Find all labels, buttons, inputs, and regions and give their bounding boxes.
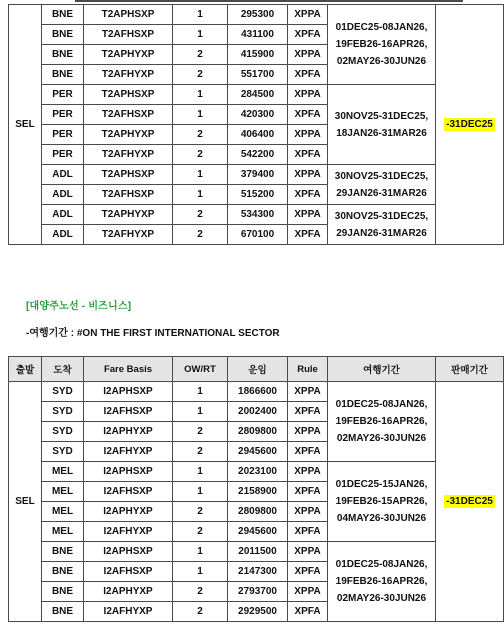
fare-amount-cell: 2023100 bbox=[228, 462, 288, 482]
rule-cell: XPFA bbox=[288, 602, 328, 622]
fare-table-economy bbox=[8, 4, 504, 245]
destination-cell: SYD bbox=[42, 442, 84, 462]
travel-period-line: 01DEC25-08JAN26, bbox=[335, 559, 428, 570]
trip-type-cell: 1 bbox=[173, 462, 228, 482]
table-top-border bbox=[75, 0, 463, 2]
travel-period-cell bbox=[328, 5, 436, 85]
rule-cell: XPFA bbox=[288, 105, 328, 125]
rule-cell: XPPA bbox=[288, 382, 328, 402]
rule-cell: XPFA bbox=[288, 562, 328, 582]
fare-amount-cell: 515200 bbox=[228, 185, 288, 205]
fare-basis-cell: I2APHYXP bbox=[84, 502, 173, 522]
fare-basis-cell: T2AFHSXP bbox=[84, 185, 173, 205]
fare-basis-cell: I2APHSXP bbox=[84, 462, 173, 482]
table-row bbox=[9, 382, 504, 402]
destination-cell: MEL bbox=[42, 462, 84, 482]
destination-cell: BNE bbox=[42, 562, 84, 582]
fare-table-business bbox=[8, 356, 504, 622]
fare-amount-cell: 2002400 bbox=[228, 402, 288, 422]
destination-cell: PER bbox=[42, 105, 84, 125]
header-fare: 운임 bbox=[228, 357, 288, 382]
trip-type-cell: 2 bbox=[173, 205, 228, 225]
fare-basis-cell: T2AFHYXP bbox=[84, 145, 173, 165]
trip-type-cell: 1 bbox=[173, 562, 228, 582]
travel-period-line: 30NOV25-31DEC25, bbox=[334, 110, 429, 122]
trip-type-cell: 2 bbox=[173, 522, 228, 542]
travel-period-line: 01DEC25-15JAN26, bbox=[335, 479, 428, 490]
fare-basis-cell: T2APHSXP bbox=[84, 5, 173, 25]
destination-cell: BNE bbox=[42, 542, 84, 562]
destination-cell: PER bbox=[42, 85, 84, 105]
rule-cell: XPFA bbox=[288, 25, 328, 45]
rule-cell: XPPA bbox=[288, 502, 328, 522]
travel-period-line: 18JAN26-31MAR26 bbox=[336, 127, 427, 139]
rule-cell: XPFA bbox=[288, 145, 328, 165]
destination-cell: BNE bbox=[42, 45, 84, 65]
travel-period-line: 19FEB26-16APR26, bbox=[335, 416, 428, 427]
destination-cell: BNE bbox=[42, 25, 84, 45]
fare-amount-cell: 406400 bbox=[228, 125, 288, 145]
table-row bbox=[9, 462, 504, 482]
travel-period-note: -여행기간 : #ON THE FIRST INTERNATIONAL SECTOR bbox=[26, 328, 280, 339]
destination-cell: ADL bbox=[42, 225, 84, 245]
travel-period-cell bbox=[328, 542, 436, 622]
destination-cell: BNE bbox=[42, 65, 84, 85]
fare-basis-cell: T2AFHSXP bbox=[84, 25, 173, 45]
travel-period-cell bbox=[328, 462, 436, 542]
fare-basis-cell: T2APHSXP bbox=[84, 165, 173, 185]
trip-type-cell: 1 bbox=[173, 542, 228, 562]
fare-amount-cell: 295300 bbox=[228, 5, 288, 25]
fare-amount-cell: 670100 bbox=[228, 225, 288, 245]
rule-cell: XPPA bbox=[288, 462, 328, 482]
destination-cell: PER bbox=[42, 125, 84, 145]
table-row bbox=[9, 85, 504, 105]
section-title: [대양주노선 - 비즈니스] bbox=[26, 301, 132, 312]
table-row bbox=[9, 165, 504, 185]
rule-cell: XPFA bbox=[288, 482, 328, 502]
trip-type-cell: 2 bbox=[173, 45, 228, 65]
destination-cell: MEL bbox=[42, 502, 84, 522]
destination-cell: ADL bbox=[42, 185, 84, 205]
fare-basis-cell: I2AFHSXP bbox=[84, 482, 173, 502]
travel-period-line: 19FEB26-16APR26, bbox=[335, 39, 428, 50]
fare-basis-cell: I2AFHSXP bbox=[84, 562, 173, 582]
fare-basis-cell: T2AFHSXP bbox=[84, 105, 173, 125]
trip-type-cell: 2 bbox=[173, 442, 228, 462]
rule-cell: XPFA bbox=[288, 402, 328, 422]
header-trip-type: OW/RT bbox=[173, 357, 228, 382]
header-origin: 출발 bbox=[9, 357, 42, 382]
rule-cell: XPPA bbox=[288, 422, 328, 442]
destination-cell: MEL bbox=[42, 482, 84, 502]
fare-basis-cell: I2AFHYXP bbox=[84, 602, 173, 622]
travel-period-cell bbox=[328, 205, 436, 245]
fare-basis-cell: I2APHYXP bbox=[84, 582, 173, 602]
sales-period-highlight: -31DEC25 bbox=[446, 119, 493, 130]
destination-cell: MEL bbox=[42, 522, 84, 542]
fare-basis-cell: T2AFHYXP bbox=[84, 65, 173, 85]
trip-type-cell: 2 bbox=[173, 502, 228, 522]
fare-basis-cell: T2APHYXP bbox=[84, 205, 173, 225]
trip-type-cell: 1 bbox=[173, 165, 228, 185]
rule-cell: XPPA bbox=[288, 582, 328, 602]
trip-type-cell: 2 bbox=[173, 125, 228, 145]
origin-cell: SEL bbox=[9, 5, 42, 245]
fare-basis-cell: T2APHSXP bbox=[84, 85, 173, 105]
travel-period-line: 04MAY26-30JUN26 bbox=[336, 513, 427, 524]
rule-cell: XPFA bbox=[288, 185, 328, 205]
rule-cell: XPFA bbox=[288, 442, 328, 462]
trip-type-cell: 2 bbox=[173, 602, 228, 622]
trip-type-cell: 1 bbox=[173, 402, 228, 422]
fare-basis-cell: T2AFHYXP bbox=[84, 225, 173, 245]
fare-amount-cell: 2147300 bbox=[228, 562, 288, 582]
trip-type-cell: 1 bbox=[173, 25, 228, 45]
fare-basis-cell: I2AFHSXP bbox=[84, 402, 173, 422]
travel-period-cell bbox=[328, 165, 436, 205]
trip-type-cell: 1 bbox=[173, 105, 228, 125]
rule-cell: XPFA bbox=[288, 225, 328, 245]
fare-amount-cell: 2809800 bbox=[228, 422, 288, 442]
table-row bbox=[9, 205, 504, 225]
destination-cell: BNE bbox=[42, 582, 84, 602]
fare-amount-cell: 2793700 bbox=[228, 582, 288, 602]
fare-amount-cell: 2945600 bbox=[228, 442, 288, 462]
trip-type-cell: 2 bbox=[173, 582, 228, 602]
travel-period-line: 19FEB26-15APR26, bbox=[335, 496, 428, 507]
fare-amount-cell: 2945600 bbox=[228, 522, 288, 542]
travel-period-line: 29JAN26-31MAR26 bbox=[336, 187, 427, 199]
travel-period-line: 29JAN26-31MAR26 bbox=[336, 227, 427, 239]
travel-period-line: 01DEC25-08JAN26, bbox=[335, 399, 428, 410]
destination-cell: PER bbox=[42, 145, 84, 165]
fare-basis-cell: I2AFHYXP bbox=[84, 442, 173, 462]
destination-cell: BNE bbox=[42, 602, 84, 622]
header-sales-period: 판매기간 bbox=[436, 357, 504, 382]
header-rule: Rule bbox=[288, 357, 328, 382]
rule-cell: XPPA bbox=[288, 165, 328, 185]
fare-amount-cell: 2158900 bbox=[228, 482, 288, 502]
table-row bbox=[9, 542, 504, 562]
travel-period-line: 19FEB26-16APR26, bbox=[335, 576, 428, 587]
fare-amount-cell: 534300 bbox=[228, 205, 288, 225]
fare-amount-cell: 2929500 bbox=[228, 602, 288, 622]
fare-amount-cell: 379400 bbox=[228, 165, 288, 185]
fare-basis-cell: I2APHSXP bbox=[84, 542, 173, 562]
rule-cell: XPPA bbox=[288, 205, 328, 225]
rule-cell: XPFA bbox=[288, 65, 328, 85]
sales-period-cell bbox=[436, 5, 504, 245]
travel-period-cell bbox=[328, 382, 436, 462]
trip-type-cell: 2 bbox=[173, 145, 228, 165]
destination-cell: SYD bbox=[42, 422, 84, 442]
travel-period-line: 02MAY26-30JUN26 bbox=[336, 56, 427, 67]
fare-amount-cell: 284500 bbox=[228, 85, 288, 105]
trip-type-cell: 2 bbox=[173, 225, 228, 245]
fare-amount-cell: 542200 bbox=[228, 145, 288, 165]
travel-period-line: 01DEC25-08JAN26, bbox=[335, 22, 428, 33]
header-travel-period: 여행기간 bbox=[328, 357, 436, 382]
rule-cell: XPPA bbox=[288, 542, 328, 562]
trip-type-cell: 1 bbox=[173, 382, 228, 402]
fare-amount-cell: 2011500 bbox=[228, 542, 288, 562]
origin-cell: SEL bbox=[9, 382, 42, 622]
destination-cell: BNE bbox=[42, 5, 84, 25]
travel-period-line: 30NOV25-31DEC25, bbox=[334, 210, 429, 222]
sales-period-highlight: -31DEC25 bbox=[446, 496, 493, 507]
destination-cell: ADL bbox=[42, 165, 84, 185]
fare-amount-cell: 415900 bbox=[228, 45, 288, 65]
header-fare-basis: Fare Basis bbox=[84, 357, 173, 382]
fare-basis-cell: I2AFHYXP bbox=[84, 522, 173, 542]
rule-cell: XPPA bbox=[288, 5, 328, 25]
travel-period-line: 02MAY26-30JUN26 bbox=[336, 593, 427, 604]
rule-cell: XPPA bbox=[288, 45, 328, 65]
trip-type-cell: 2 bbox=[173, 422, 228, 442]
trip-type-cell: 1 bbox=[173, 185, 228, 205]
trip-type-cell: 2 bbox=[173, 65, 228, 85]
table-header-row bbox=[9, 357, 504, 382]
fare-amount-cell: 1866600 bbox=[228, 382, 288, 402]
trip-type-cell: 1 bbox=[173, 85, 228, 105]
destination-cell: SYD bbox=[42, 402, 84, 422]
fare-amount-cell: 2809800 bbox=[228, 502, 288, 522]
header-destination: 도착 bbox=[42, 357, 84, 382]
fare-amount-cell: 551700 bbox=[228, 65, 288, 85]
rule-cell: XPPA bbox=[288, 125, 328, 145]
rule-cell: XPPA bbox=[288, 85, 328, 105]
destination-cell: ADL bbox=[42, 205, 84, 225]
trip-type-cell: 1 bbox=[173, 5, 228, 25]
fare-amount-cell: 431100 bbox=[228, 25, 288, 45]
rule-cell: XPFA bbox=[288, 522, 328, 542]
fare-basis-cell: T2APHYXP bbox=[84, 125, 173, 145]
travel-period-line: 30NOV25-31DEC25, bbox=[334, 170, 429, 182]
destination-cell: SYD bbox=[42, 382, 84, 402]
fare-amount-cell: 420300 bbox=[228, 105, 288, 125]
travel-period-line: 02MAY26-30JUN26 bbox=[336, 433, 427, 444]
sales-period-cell bbox=[436, 382, 504, 622]
trip-type-cell: 1 bbox=[173, 482, 228, 502]
fare-basis-cell: I2APHYXP bbox=[84, 422, 173, 442]
fare-basis-cell: T2APHYXP bbox=[84, 45, 173, 65]
travel-period-cell bbox=[328, 85, 436, 165]
fare-basis-cell: I2APHSXP bbox=[84, 382, 173, 402]
table-row bbox=[9, 5, 504, 25]
